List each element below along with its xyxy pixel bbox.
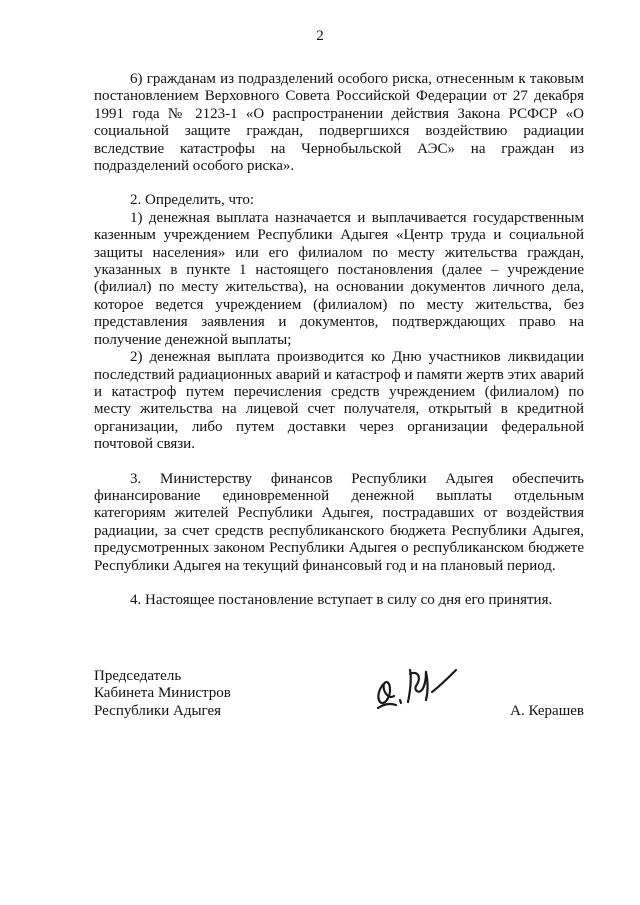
- paragraph-section-2-item-1: 1) денежная выплата назначается и выплачивается государственным казенным учреждением Республики Адыгея «Центр труда и социальной защиты населения» или его филиалом по месту жительства граждан, указанных в пункте 1 настоящего постановления (далее – учреждение (филиал) по месту жительства), на основании документов личного дела, которое ведется учреждением (филиалом) по месту жительства, без представления заявления и документов, подтверждающих право на получение денежной выплаты;: [94, 209, 584, 348]
- page-number: 2: [316, 28, 324, 44]
- signatory-title-line-3: Республики Адыгея: [94, 702, 222, 719]
- paragraph-section-3: 3. Министерству финансов Республики Адыгея обеспечить финансирование единовременной денежной выплаты отдельным категориям жителей Республики Адыгея, пострадавших от воздействия радиации, за счет средств республиканского бюджета Республики Адыгея, предусмотренных законом Республики Адыгея о республиканском бюджете Республики Адыгея на текущий финансовый год и на плановый период.: [94, 470, 584, 574]
- paragraph-item-6: 6) гражданам из подразделений особого риска, отнесенным к таковым постановлением Верховного Совета Российской Федерации от 27 декабря 1991 года № 2123-1 «О распространении действия Закона РСФСР «О социальной защите граждан, подвергшихся воздействию радиации вследствие катастрофы на Чернобыльской АЭС» на граждан из подразделений особого риска».: [94, 71, 584, 175]
- signatory-title-line-1: Председатель: [94, 668, 182, 684]
- signatory-title-line-2: Кабинета Министров: [94, 685, 231, 702]
- document-body: [94, 71, 584, 609]
- paragraph-section-4: 4. Настоящее постановление вступает в силу со дня его принятия.: [130, 591, 553, 608]
- signatory-name: А. Керашев: [510, 703, 584, 719]
- paragraph-section-2-heading: 2. Определить, что:: [130, 192, 255, 209]
- paragraph-section-2-item-2: 2) денежная выплата производится ко Дню участников ликвидации последствий радиационных аварий и катастроф и памяти жертв этих аварий и катастроф путем перечисления средств учреждением (филиалом) по месту жительства на лицевой счет получателя, открытый в кредитной организации, либо путем доставки через организации федеральной почтовой связи.: [94, 349, 584, 453]
- handwritten-signature: [370, 656, 465, 716]
- signatory-title: [94, 668, 231, 720]
